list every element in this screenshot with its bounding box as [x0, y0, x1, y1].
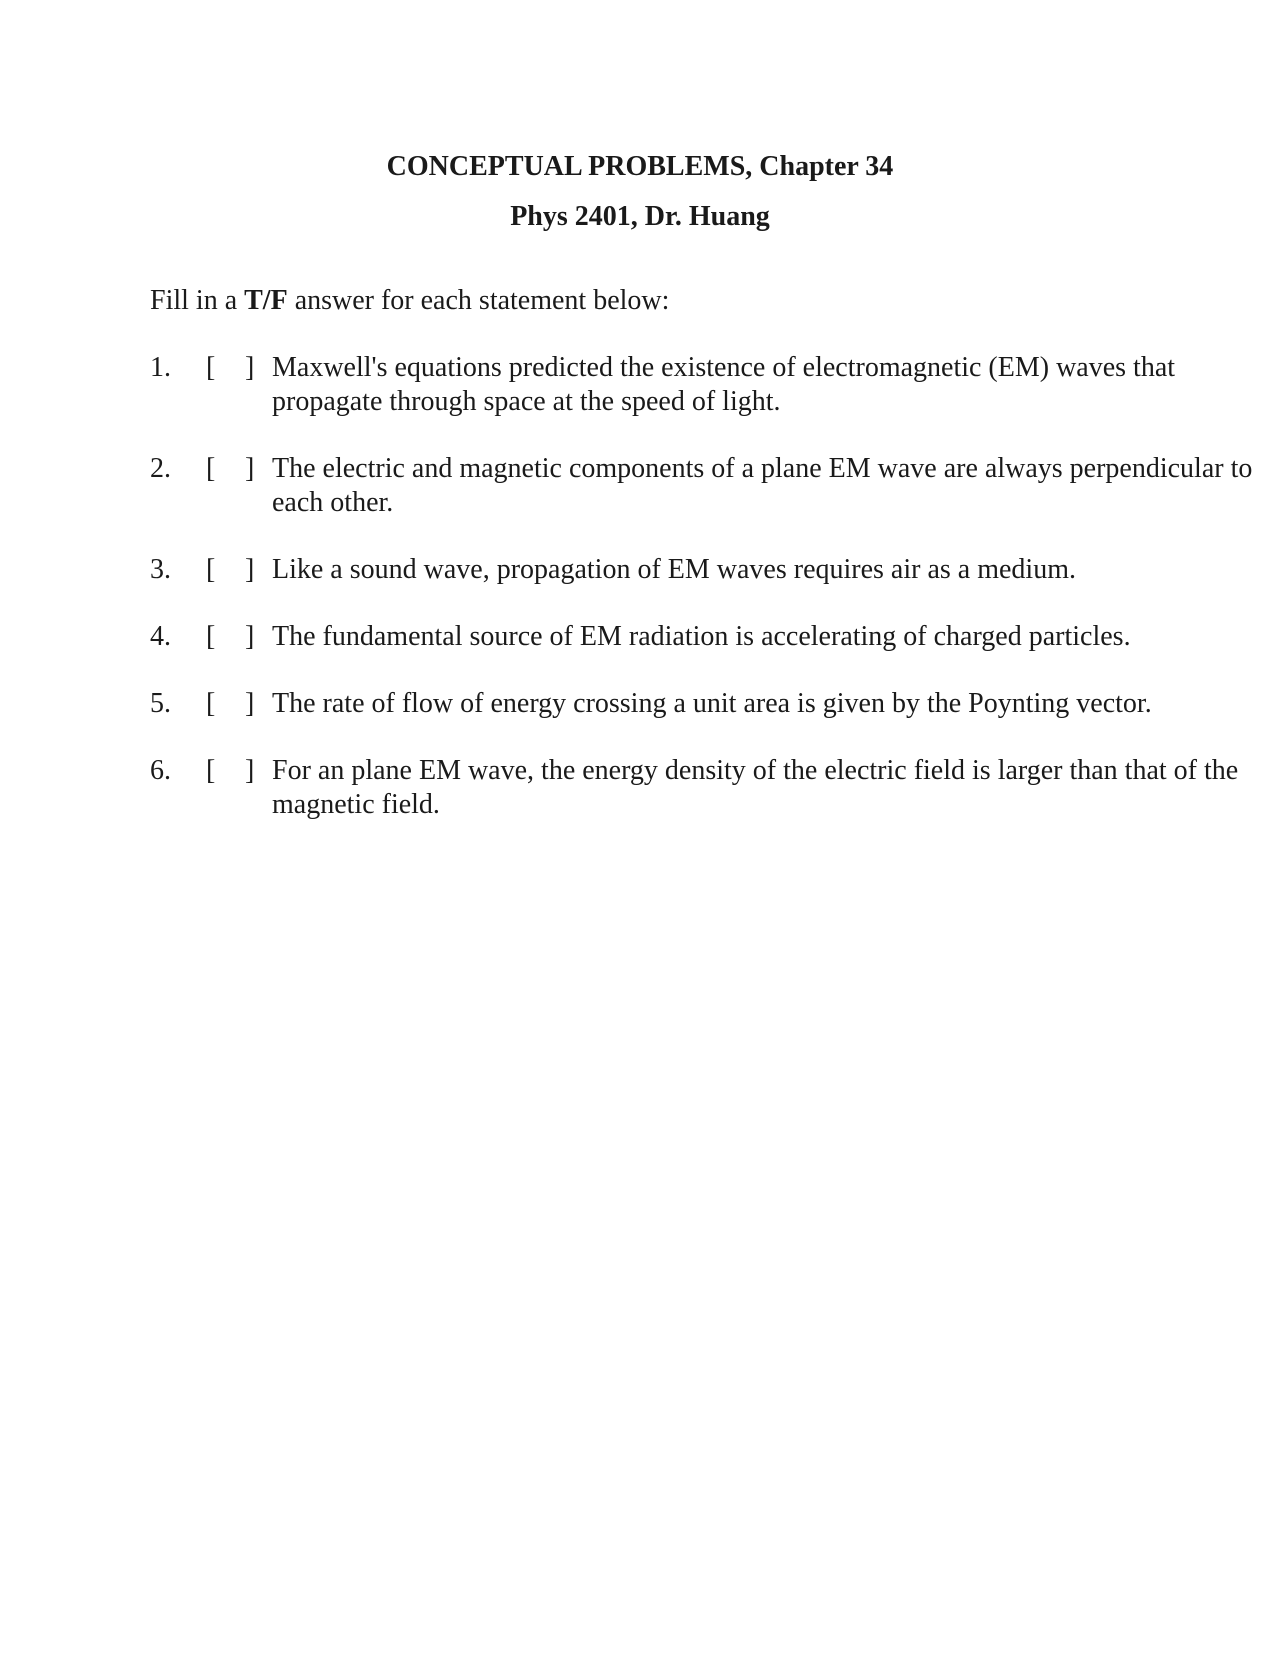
question-item [150, 452, 1253, 520]
question-list [150, 351, 1253, 855]
answer-bracket-close: ] [245, 352, 255, 383]
instructions-suffix: answer for each statement below: [287, 285, 670, 316]
question-number: 1. [150, 352, 171, 383]
instructions-emphasis: T/F [244, 285, 288, 316]
answer-bracket-close: ] [245, 453, 255, 484]
question-item [150, 620, 1150, 654]
question-text: Like a sound wave, propagation of EM waves requires air as a medium. [272, 554, 1076, 585]
instructions-prefix: Fill in a [150, 285, 245, 316]
answer-bracket-open: [ [206, 621, 216, 652]
question-item [150, 351, 1176, 419]
question-item [150, 687, 1150, 721]
answer-bracket-close: ] [245, 554, 255, 585]
question-number: 6. [150, 755, 171, 786]
question-text: The fundamental source of EM radiation is accelerating of charged particles. [272, 621, 1131, 652]
question-text: For an plane EM wave, the energy density of the electric field is larger than that of the magnetic field. [272, 755, 1239, 820]
question-item [150, 754, 1239, 822]
answer-bracket-open: [ [206, 688, 216, 719]
page-title: CONCEPTUAL PROBLEMS, Chapter 34 [386, 151, 894, 182]
question-text: The rate of flow of energy crossing a unit area is given by the Poynting vector. [272, 688, 1152, 719]
answer-bracket-open: [ [206, 755, 216, 786]
instructions [150, 284, 669, 318]
answer-bracket-open: [ [206, 352, 216, 383]
question-text: The electric and magnetic components of a plane EM wave are always perpendicular to each other. [272, 453, 1253, 518]
answer-bracket-open: [ [206, 453, 216, 484]
answer-bracket-close: ] [245, 688, 255, 719]
answer-bracket-open: [ [206, 554, 216, 585]
question-number: 5. [150, 688, 171, 719]
question-item [150, 553, 1150, 587]
answer-bracket-close: ] [245, 621, 255, 652]
answer-bracket-close: ] [245, 755, 255, 786]
question-number: 2. [150, 453, 171, 484]
page-subtitle: Phys 2401, Dr. Huang [510, 201, 770, 232]
question-text: Maxwell's equations predicted the existence of electromagnetic (EM) waves that propagate through space at the speed of light. [272, 352, 1176, 417]
question-number: 3. [150, 554, 171, 585]
question-number: 4. [150, 621, 171, 652]
